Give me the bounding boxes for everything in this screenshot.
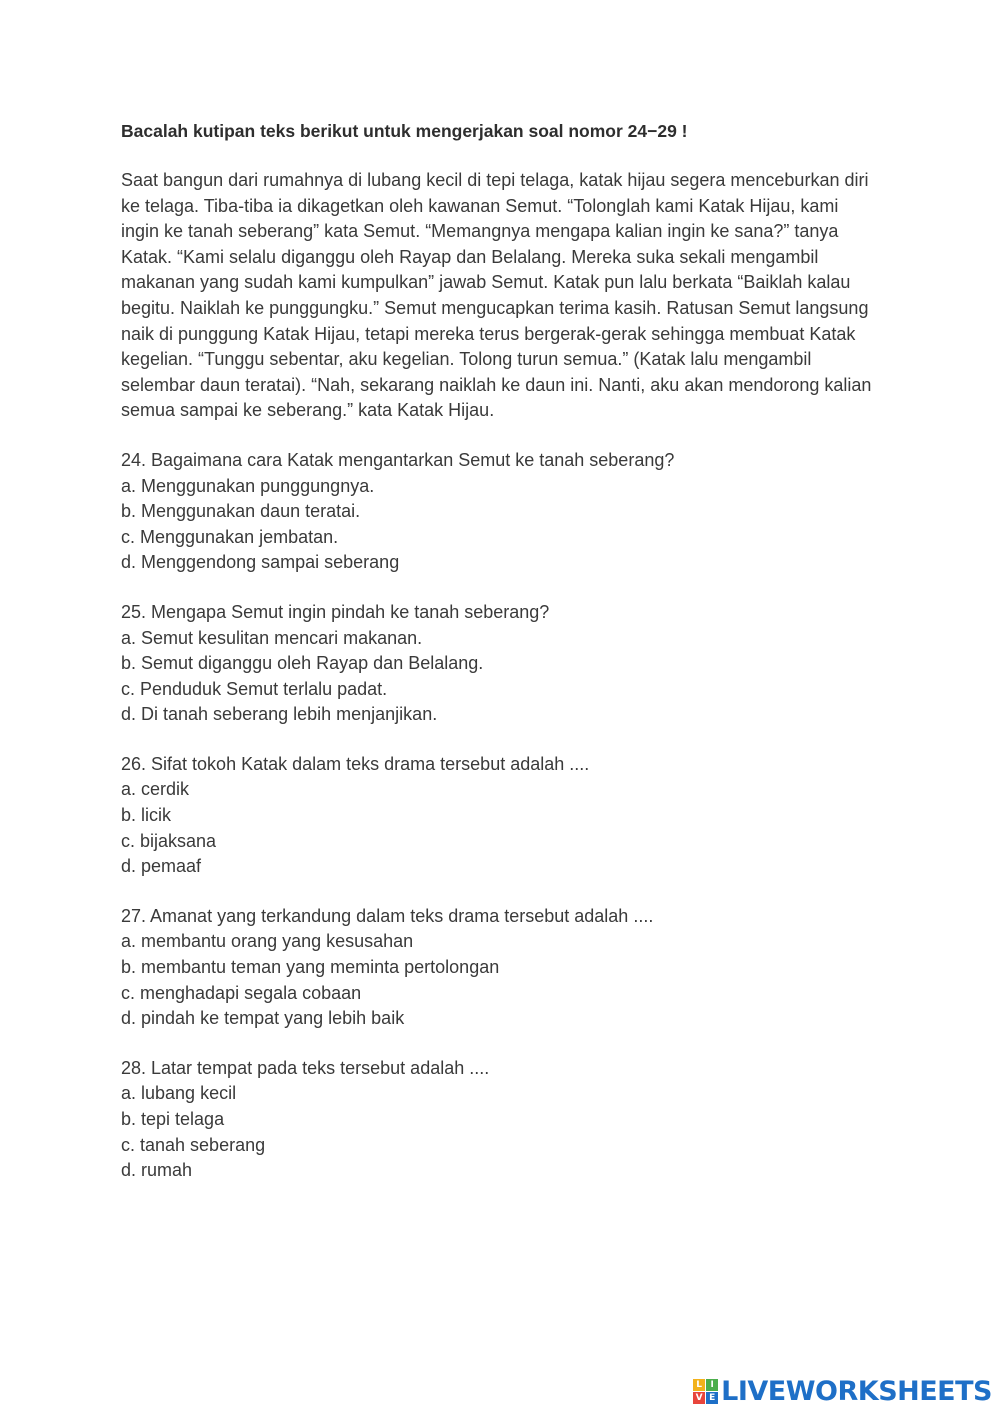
option-d[interactable]: d. pemaaf: [121, 856, 202, 877]
reading-passage: Saat bangun dari rumahnya di lubang kecil di tepi telaga, katak hijau segera menceburkan diri ke telaga. Tiba-tiba ia dikagetkan oleh kawanan Semut. “Tolonglah kami Katak Hijau, kami ingin ke tanah seberang” kata Semut. “Memangnya mengapa kalian ingin ke sana?” tanya Katak. “Kami selalu diganggu oleh Rayap dan Belalang. Mereka suka sekali mengambil makanan yang sudah kami kumpulkan” jawab Semut. Katak pun lalu berkata “Baiklah kalau begitu. Naiklah ke punggungku.” Semut mengucapkan terima kasih. Ratusan Semut langsung naik di punggung Katak Hijau, tetapi mereka terus bergerak-gerak sehingga membuat Katak kegelian. “Tunggu sebentar, aku kegelian. Tolong turun semua.” (Katak lalu mengambil selembar daun teratai). “Nah, sekarang naiklah ke daun ini. Nanti, aku akan mendorong kalian semua sampai ke seberang.” kata Katak Hijau.: [121, 170, 872, 421]
question-text: 26. Sifat tokoh Katak dalam teks drama tersebut adalah ....: [121, 753, 590, 774]
instruction-heading: Bacalah kutipan teks berikut untuk mengerjakan soal nomor 24−29 !: [121, 121, 688, 141]
option-c[interactable]: c. bijaksana: [121, 830, 217, 851]
option-a[interactable]: a. lubang kecil: [121, 1083, 237, 1104]
question-text: 27. Amanat yang terkandung dalam teks drama tersebut adalah ....: [121, 905, 654, 926]
question-28: [121, 1056, 881, 1184]
option-a[interactable]: a. cerdik: [121, 779, 190, 800]
option-d[interactable]: d. Menggendong sampai seberang: [121, 552, 400, 573]
logo-tile-e: E: [706, 1392, 718, 1404]
question-text: 24. Bagaimana cara Katak mengantarkan Semut ke tanah seberang?: [121, 449, 675, 470]
option-c[interactable]: c. tanah seberang: [121, 1134, 266, 1155]
option-a[interactable]: a. Menggunakan punggungnya.: [121, 475, 375, 496]
option-c[interactable]: c. Menggunakan jembatan.: [121, 526, 339, 547]
logo-tile-v: V: [693, 1392, 705, 1404]
question-25: [121, 600, 881, 728]
liveworksheets-logo-icon: [693, 1379, 718, 1404]
question-27: [121, 904, 881, 1032]
option-b[interactable]: b. membantu teman yang meminta pertolongan: [121, 957, 500, 978]
option-a[interactable]: a. Semut kesulitan mencari makanan.: [121, 627, 423, 648]
logo-tile-i: I: [706, 1379, 718, 1391]
option-b[interactable]: b. licik: [121, 805, 172, 826]
option-b[interactable]: b. Semut diganggu oleh Rayap dan Belalang.: [121, 653, 484, 674]
option-d[interactable]: d. rumah: [121, 1160, 193, 1181]
option-d[interactable]: d. pindah ke tempat yang lebih baik: [121, 1008, 405, 1029]
option-b[interactable]: b. tepi telaga: [121, 1109, 225, 1129]
option-d[interactable]: d. Di tanah seberang lebih menjanjikan.: [121, 704, 438, 725]
liveworksheets-branding[interactable]: [693, 1376, 992, 1407]
option-b[interactable]: b. Menggunakan daun teratai.: [121, 501, 361, 522]
logo-tile-l: L: [693, 1379, 705, 1391]
question-text: 25. Mengapa Semut ingin pindah ke tanah seberang?: [121, 601, 550, 622]
question-text: 28. Latar tempat pada teks tersebut adalah ....: [121, 1057, 490, 1078]
question-24: [121, 448, 881, 576]
question-26: [121, 752, 881, 880]
worksheet-page: [121, 118, 881, 1208]
brand-name: LIVEWORKSHEETS: [721, 1376, 992, 1407]
option-c[interactable]: c. Penduduk Semut terlalu padat.: [121, 678, 388, 699]
option-c[interactable]: c. menghadapi segala cobaan: [121, 982, 362, 1003]
option-a[interactable]: a. membantu orang yang kesusahan: [121, 931, 414, 952]
